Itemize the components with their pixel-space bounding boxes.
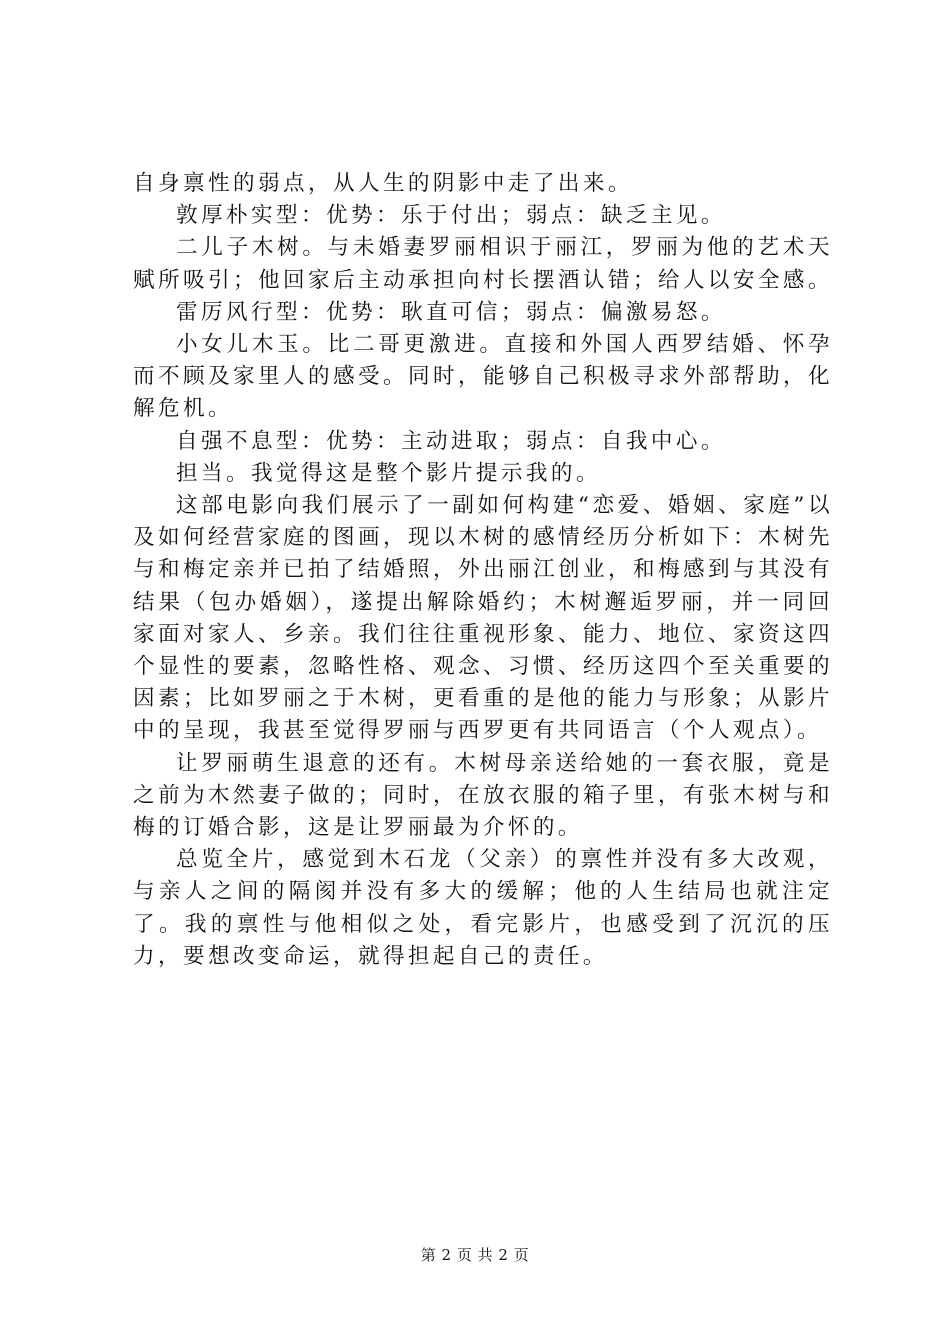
paragraph: 让罗丽萌生退意的还有。木树母亲送给她的一套衣服，竟是之前为木然妻子做的；同时，在放衣服的箱子里，有张木树与和梅的订婚合影，这是让罗丽最为介怀的。 (133, 750, 833, 841)
document-body (133, 168, 833, 973)
paragraph: 担当。我觉得这是整个影片提示我的。 (176, 460, 601, 486)
paragraph: 这部电影向我们展示了一副如何构建“恋爱、婚姻、家庭”以及如何经营家庭的图画，现以木树的感情经历分析如下：木树先与和梅定亲并已拍了结婚照，外出丽江创业，和梅感到与其没有结果（包办婚姻），遂提出解除婚约；木树邂逅罗丽，并一同回家面对家人、乡亲。我们往往重视形象、能力、地位、家资这四个显性的要素，忽略性格、观念、习惯、经历这四个至关重要的因素；比如罗丽之于木树，更看重的是他的能力与形象；从影片中的呈现，我甚至觉得罗丽与西罗更有共同语言（个人观点）。 (133, 493, 833, 744)
paragraph: 总览全片，感觉到木石龙（父亲）的禀性并没有多大改观，与亲人之间的隔阂并没有多大的缓解；他的人生结局也就注定了。我的禀性与他相似之处，看完影片，也感受到了沉沉的压力，要想改变命运，就得担起自己的责任。 (133, 847, 833, 969)
paragraph: 二儿子木树。与未婚妻罗丽相识于丽江，罗丽为他的艺术天赋所吸引；他回家后主动承担向村长摆酒认错；给人以安全感。 (133, 235, 833, 293)
paragraph: 雷厉风行型：优势：耿直可信；弱点：偏激易怒。 (176, 299, 726, 325)
paragraph: 自身禀性的弱点，从人生的阴影中走了出来。 (133, 171, 633, 196)
page-footer: 第 2 页 共 2 页 (420, 1246, 530, 1264)
paragraph: 自强不息型：优势：主动进取；弱点：自我中心。 (176, 428, 726, 454)
paragraph: 敦厚朴实型：优势：乐于付出；弱点：缺乏主见。 (176, 203, 726, 229)
paragraph: 小女儿木玉。比二哥更激进。直接和外国人西罗结婚、怀孕而不顾及家里人的感受。同时，能够自己积极寻求外部帮助，化解危机。 (133, 332, 833, 422)
